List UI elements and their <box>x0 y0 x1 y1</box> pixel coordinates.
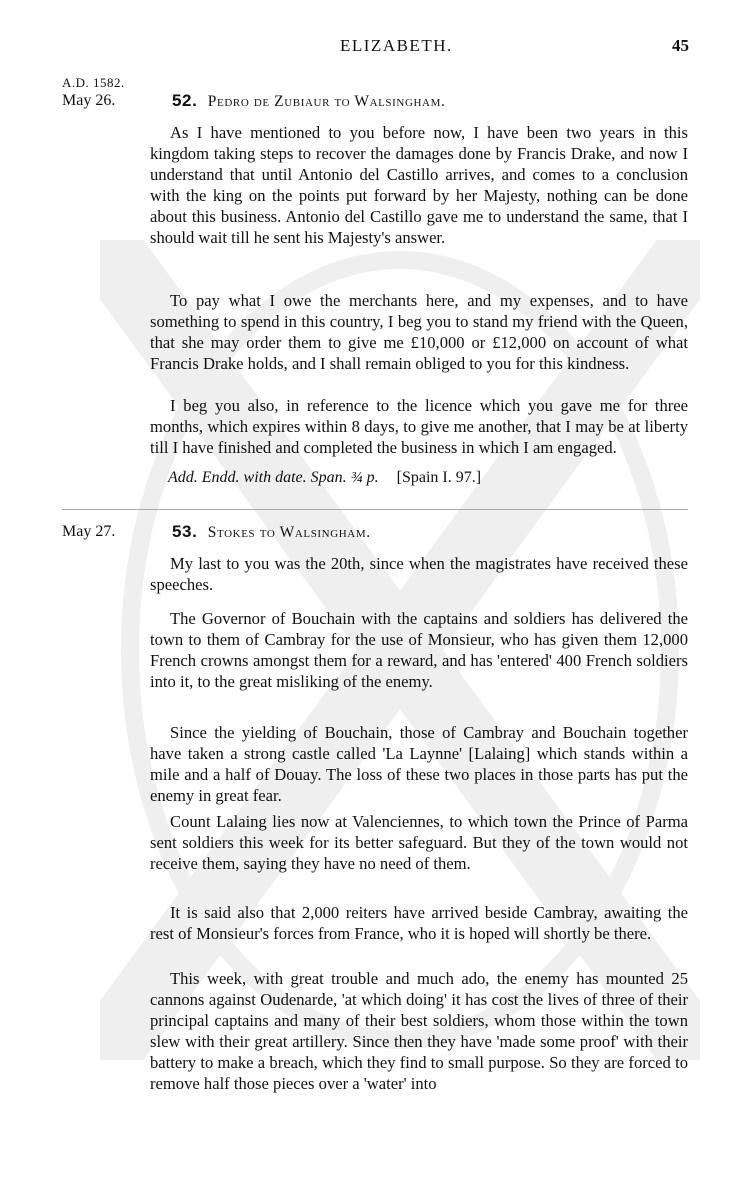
margin-year: A.D. 1582. <box>62 75 125 90</box>
paragraph: Count Lalaing lies now at Valenciennes, to which town the Prince of Parma sent soldiers this week for its better safeguard. But they of the town would not receive them, saying they have no need of them. <box>150 812 688 873</box>
margin-date-entry-52: May 26. <box>62 92 116 109</box>
paragraph: It is said also that 2,000 reiters have arrived beside Cambray, awaiting the rest of Monsieur's forces from France, who it is hoped will shortly be there. <box>150 903 688 943</box>
entry-heading-52 <box>172 91 445 111</box>
entry-title: Pedro de Zubiaur to Walsingham. <box>207 93 446 110</box>
margin-date-entry-53: May 27. <box>62 523 116 540</box>
running-title: ELIZABETH. <box>340 36 453 55</box>
entry-number: 53. <box>172 522 198 541</box>
entry-title: Stokes to Walsingham. <box>207 524 371 541</box>
endorsement-text: Add. Endd. with date. Span. ¾ p. <box>168 469 379 486</box>
endorsement-note <box>168 469 481 487</box>
paragraph: My last to you was the 20th, since when the magistrates have received these speeches. <box>150 554 688 594</box>
paragraph: Since the yielding of Bouchain, those of Cambray and Bouchain together have taken a strong castle called 'La Laynne' [Lalaing] which stands within a mile and a half of Douay. The loss of these two places in those parts has put the enemy in great fear. <box>150 723 688 805</box>
paragraph: To pay what I owe the merchants here, and my expenses, and to have something to spend in this country, I beg you to stand my friend with the Queen, that she may order them to give me £10,000 or £12,000 on account of what Francis Drake holds, and I shall remain obliged to you for this kindness. <box>150 291 688 373</box>
archive-reference: [Spain I. 97.] <box>396 469 482 486</box>
paragraph: The Governor of Bouchain with the captains and soldiers has delivered the town to them of Cambray for the use of Monsieur, who has given them 12,000 French crowns amongst them for a reward, and has 'entered' 400 French soldiers into it, to the great misliking of the enemy. <box>150 609 688 691</box>
paragraph: I beg you also, in reference to the licence which you gave me for three months, which expires within 8 days, to give me another, that I may be at liberty till I have finished and completed the business in which I am engaged. <box>150 396 688 457</box>
entry-heading-53 <box>172 522 371 542</box>
entry-number: 52. <box>172 91 198 110</box>
paragraph: As I have mentioned to you before now, I have been two years in this kingdom taking steps to recover the damages done by Francis Drake, and now I understand that until Antonio del Castillo arrives, and comes to a conclusion with the king on the points put forward by her Majesty, nothing can be done about this business. Antonio del Castillo gave me to understand the same, that I should wait till he sent his Majesty's answer. <box>150 123 688 247</box>
page-number: 45 <box>672 36 689 55</box>
paragraph: This week, with great trouble and much ado, the enemy has mounted 25 cannons against Oudenarde, 'at which doing' it has cost the lives of three of their principal captains and many of their best soldiers, whom those within the town slew with their great artillery. Since then they have 'made some proof' with their battery to make a breach, which they find to small purpose. So they are forced to remove half those pieces over a 'water' into <box>150 969 688 1093</box>
entry-divider <box>62 509 688 510</box>
